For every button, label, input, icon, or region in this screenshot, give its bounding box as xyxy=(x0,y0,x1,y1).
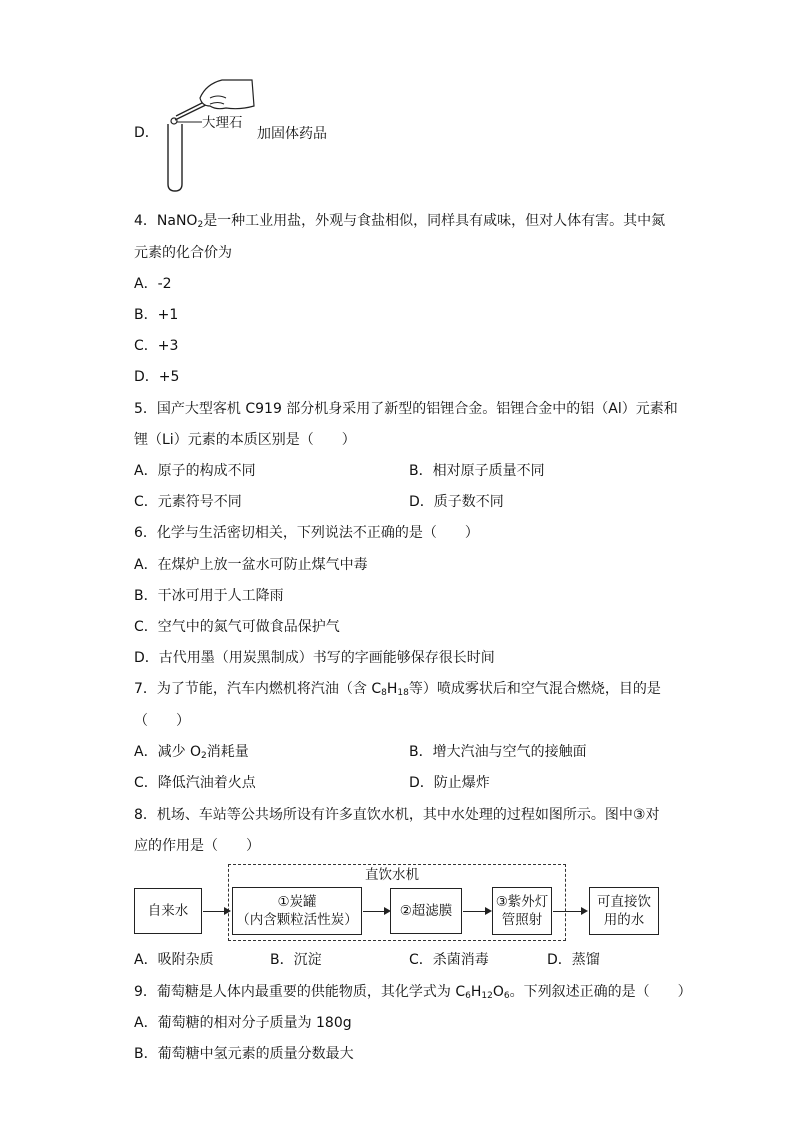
option-d-letter: D． xyxy=(134,125,159,141)
q5-option-b[interactable]: B．相对原子质量不同 xyxy=(409,463,545,479)
ultrafiltration-box: ②超滤膜 xyxy=(390,888,462,934)
q8-stem-line2: 应的作用是（ ） xyxy=(134,838,260,854)
q7-option-b[interactable]: B．增大汽油与空气的接触面 xyxy=(409,744,587,760)
q5-option-c[interactable]: C．元素符号不同 xyxy=(134,494,242,510)
q4-stem-line1: 4．NaNO$_2$是一种工业用盐，外观与食盐相似，同样具有咸味，但对人体有害。其中氮 xyxy=(134,213,666,230)
tap-water-box: 自来水 xyxy=(134,888,202,934)
q6-stem: 6．化学与生活密切相关，下列说法不正确的是（ ） xyxy=(134,525,479,541)
q7-option-a[interactable]: A．减少 $O_2$消耗量 xyxy=(134,744,249,761)
q7-option-d[interactable]: D．防止爆炸 xyxy=(409,775,490,791)
q8-option-d[interactable]: D．蒸馏 xyxy=(547,952,600,968)
q4-option-c[interactable]: C．+3 xyxy=(134,338,179,354)
q6-option-b[interactable]: B．干冰可用于人工降雨 xyxy=(134,588,284,604)
arrow-2 xyxy=(363,911,389,912)
q4-option-b[interactable]: B．+1 xyxy=(134,307,179,323)
q6-option-d[interactable]: D．古代用墨（用炭黑制成）书写的字画能够保存很长时间 xyxy=(134,650,495,666)
q8-option-c[interactable]: C．杀菌消毒 xyxy=(409,952,489,968)
q6-option-c[interactable]: C．空气中的氮气可做食品保护气 xyxy=(134,619,340,635)
q6-option-a[interactable]: A．在煤炉上放一盆水可防止煤气中毒 xyxy=(134,557,368,573)
option-d-caption: 加固体药品 xyxy=(257,126,327,142)
q9-option-a[interactable]: A．葡萄糖的相对分子质量为 180g xyxy=(134,1015,352,1031)
arrow-3 xyxy=(463,911,490,912)
q4-option-d[interactable]: D．+5 xyxy=(134,369,180,385)
q5-stem-line2: 锂（Li）元素的本质区别是（ ） xyxy=(134,432,356,448)
arrow-1 xyxy=(203,911,229,912)
q8-stem-line1: 8．机场、车站等公共场所设有许多直饮水机，其中水处理的过程如图所示。图中③对 xyxy=(134,807,660,823)
test-tube-hand-illustration xyxy=(160,76,260,194)
carbon-filter-box: ①炭罐 （内含颗粒活性炭） xyxy=(232,887,362,935)
q7-stem-line2: （ ） xyxy=(134,713,190,729)
q9-option-b[interactable]: B．葡萄糖中氢元素的质量分数最大 xyxy=(134,1046,354,1062)
uv-lamp-box: ③紫外灯 管照射 xyxy=(492,887,552,935)
q9-stem: 9．葡萄糖是人体内最重要的供能物质，其化学式为 $C_6H_{12}O_6$。下列叙述正确的是（ ） xyxy=(134,984,692,1001)
dispenser-group-title: 直饮水机 xyxy=(365,867,419,883)
drinkable-water-box: 可直接饮 用的水 xyxy=(589,887,659,935)
q4-stem-line2: 元素的化合价为 xyxy=(134,245,232,261)
arrow-4 xyxy=(553,911,586,912)
q5-option-a[interactable]: A．原子的构成不同 xyxy=(134,463,256,479)
q8-option-a[interactable]: A．吸附杂质 xyxy=(134,952,214,968)
q7-stem-line1: 7．为了节能，汽车内燃机将汽油（含 $C_8H_{18}$等）喷成雾状后和空气混合燃烧，目的是 xyxy=(134,681,661,698)
marble-label: 大理石 xyxy=(202,115,243,131)
q4-option-a[interactable]: A．-2 xyxy=(134,276,172,292)
q5-option-d[interactable]: D．质子数不同 xyxy=(409,494,504,510)
q8-option-b[interactable]: B．沉淀 xyxy=(270,952,322,968)
q7-option-c[interactable]: C．降低汽油着火点 xyxy=(134,775,256,791)
q5-stem-line1: 5．国产大型客机 C919 部分机身采用了新型的铝锂合金。铝锂合金中的铝（Al）元素和 xyxy=(134,401,678,417)
